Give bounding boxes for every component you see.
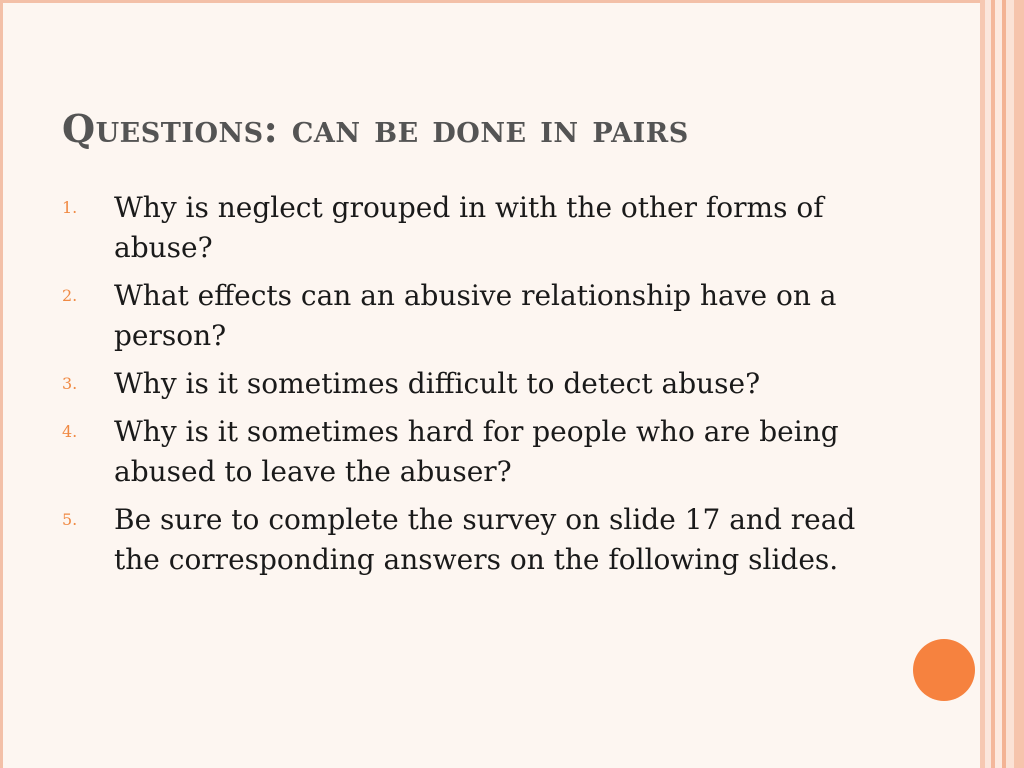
question-text: Be sure to complete the survey on slide 17 and read the corresponding answers on the following slides. [114,503,856,576]
stripe [995,0,1002,768]
slide-left-border [0,0,3,768]
decorative-stripes [980,0,1024,768]
question-item [62,276,892,356]
question-text: Why is it sometimes hard for people who are being abused to leave the abuser? [114,415,839,488]
question-text: Why is neglect grouped in with the other forms of abuse? [114,191,824,264]
question-number: 2. [62,286,78,305]
question-number: 5. [62,510,78,529]
question-list [62,188,892,588]
question-item [62,364,892,404]
question-item [62,500,892,580]
question-text: Why is it sometimes difficult to detect abuse? [114,367,761,400]
question-item [62,188,892,268]
stripe [1014,0,1024,768]
question-text: What effects can an abusive relationship have on a person? [114,279,837,352]
stripe [1006,0,1014,768]
slide-title: Questions: can be done in pairs [62,106,689,151]
question-item [62,412,892,492]
question-number: 3. [62,374,78,393]
slide-top-border [0,0,1024,3]
decorative-circle [913,639,975,701]
question-number: 4. [62,422,78,441]
question-number: 1. [62,198,78,217]
